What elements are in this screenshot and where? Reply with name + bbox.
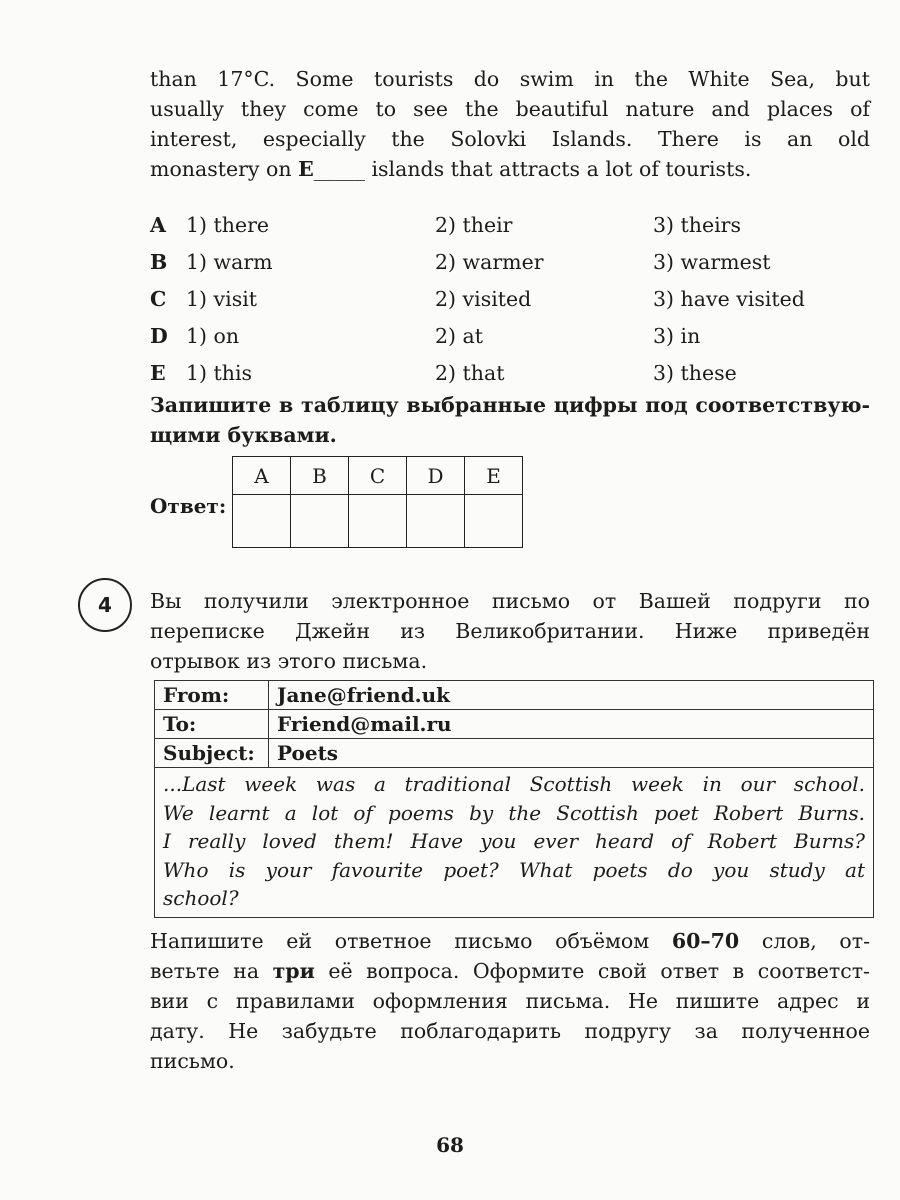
task-number-badge: 4 (78, 578, 132, 632)
answer-header-d: D (407, 457, 465, 495)
answer-cell-c[interactable] (349, 495, 407, 548)
option-2: 2) their (435, 213, 513, 237)
option-1: 1) on (186, 324, 240, 348)
email-from-label: From: (155, 681, 269, 710)
email-subject: Poets (269, 739, 874, 768)
answer-cell-a[interactable] (233, 495, 291, 548)
option-2: 2) that (435, 361, 505, 385)
gap-blank: _____ (313, 157, 365, 181)
option-2: 2) visited (435, 287, 532, 311)
option-letter: D (150, 324, 168, 348)
passage-line: than 17°C. Some tourists do swim in the White Sea, but (150, 67, 870, 91)
email-body: ...Last week was a traditional Scottish week in our school. We learnt a lot of poems by the Scottish poet Robert Burns. I really loved them! Have you ever heard of Robert Burns? Who is your favourite poet? What poets do you study at school? (155, 768, 874, 918)
option-3: 3) these (653, 361, 737, 385)
answer-cell-d[interactable] (407, 495, 465, 548)
passage-paragraph (150, 64, 870, 184)
option-row-a (150, 207, 870, 244)
option-1: 1) visit (186, 287, 258, 311)
page-number: 68 (436, 1133, 464, 1157)
option-letter: E (150, 361, 166, 385)
answer-cell-e[interactable] (465, 495, 523, 548)
answer-header-b: B (291, 457, 349, 495)
answer-table (232, 456, 523, 548)
option-letter: C (150, 287, 167, 311)
answer-header-a: A (233, 457, 291, 495)
option-letter: B (150, 250, 168, 274)
passage-line: monastery on E_____ islands that attracts a lot of tourists. (150, 157, 752, 181)
option-1: 1) there (186, 213, 270, 237)
option-row-c (150, 281, 870, 318)
option-3: 3) warmest (653, 250, 771, 274)
option-2: 2) warmer (435, 250, 544, 274)
answer-label: Ответ: (150, 494, 227, 518)
email-excerpt (154, 680, 874, 918)
answer-header-e: E (465, 457, 523, 495)
option-row-b (150, 244, 870, 281)
option-1: 1) warm (186, 250, 273, 274)
option-3: 3) theirs (653, 213, 742, 237)
option-row-d (150, 318, 870, 355)
email-to: Friend@mail.ru (269, 710, 874, 739)
option-3: 3) have visited (653, 287, 805, 311)
email-from: Jane@friend.uk (269, 681, 874, 710)
task-instructions: Напишите ей ответное письмо объёмом 60–70 слов, от- ветьте на три её вопроса. Оформите свой ответ в соответст- вии с правилами оформления письма. Не пишите адрес и дату. Не забудьте поблагодарить подругу за полученное письмо. (150, 929, 871, 1073)
option-row-e (150, 355, 870, 392)
gap-letter: E (298, 157, 314, 181)
option-1: 1) this (186, 361, 253, 385)
email-subject-label: Subject: (155, 739, 269, 768)
table-instruction: Запишите в таблицу выбранные цифры под соответствую- щими буквами. (150, 393, 870, 447)
passage-line: interest, especially the Solovki Islands. There is an old (150, 127, 870, 151)
option-2: 2) at (435, 324, 484, 348)
email-to-label: To: (155, 710, 269, 739)
task-intro: Вы получили электронное письмо от Вашей подруги по переписке Джейн из Великобритании. Ниже приведён отрывок из этого письма. (150, 589, 870, 673)
passage-line: usually they come to see the beautiful nature and places of (150, 97, 870, 121)
answer-cell-b[interactable] (291, 495, 349, 548)
option-3: 3) in (653, 324, 701, 348)
answer-header-c: C (349, 457, 407, 495)
answer-options (150, 207, 870, 392)
option-letter: A (150, 213, 166, 237)
